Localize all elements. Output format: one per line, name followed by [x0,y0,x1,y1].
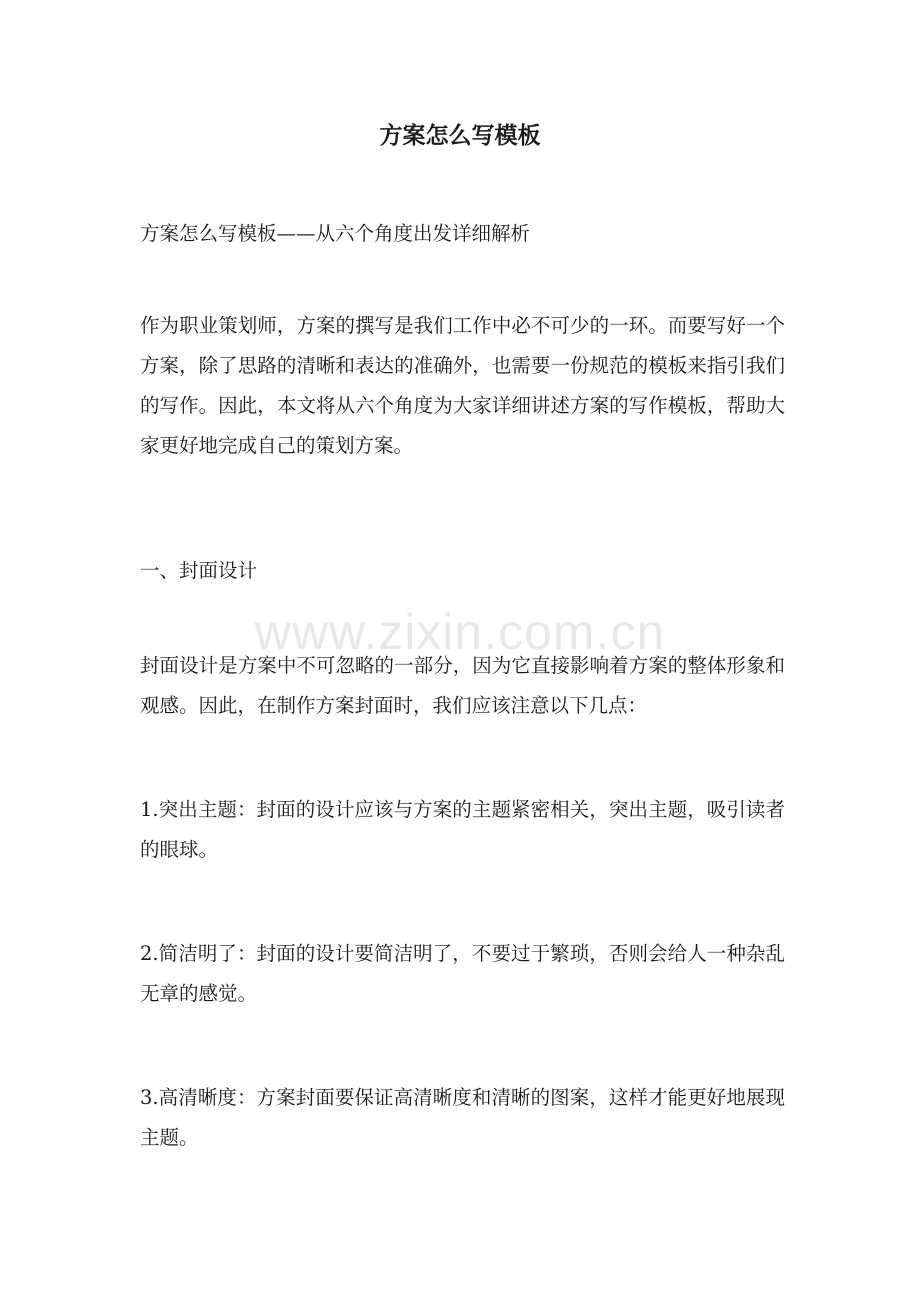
section-heading-cover-design: 一、封面设计 [140,559,258,582]
document-subtitle: 方案怎么写模板——从六个角度出发详细解析 [140,222,531,245]
list-item: 3.高清晰度：方案封面要保证高清晰度和清晰的图案，这样才能更好地展现主题。 [140,1086,785,1149]
intro-paragraph: 作为职业策划师，方案的撰写是我们工作中必不可少的一环。而要写好一个方案，除了思路的清晰和表达的准确外，也需要一份规范的模板来指引我们的写作。因此，本文将从六个角度为大家详细讲述方案的写作模板，帮助大家更好地完成自己的策划方案。 [140,314,785,457]
list-item: 2.简洁明了：封面的设计要简洁明了，不要过于繁琐，否则会给人一种杂乱无章的感觉。 [140,942,785,1005]
document-title: 方案怎么写模板 [379,122,541,149]
list-item: 1.突出主题：封面的设计应该与方案的主题紧密相关，突出主题，吸引读者的眼球。 [140,798,785,861]
cover-design-paragraph: 封面设计是方案中不可忽略的一部分，因为它直接影响着方案的整体形象和观感。因此，在制作方案封面时，我们应该注意以下几点： [140,654,785,717]
watermark: www.zixin.com.cn [254,604,666,660]
